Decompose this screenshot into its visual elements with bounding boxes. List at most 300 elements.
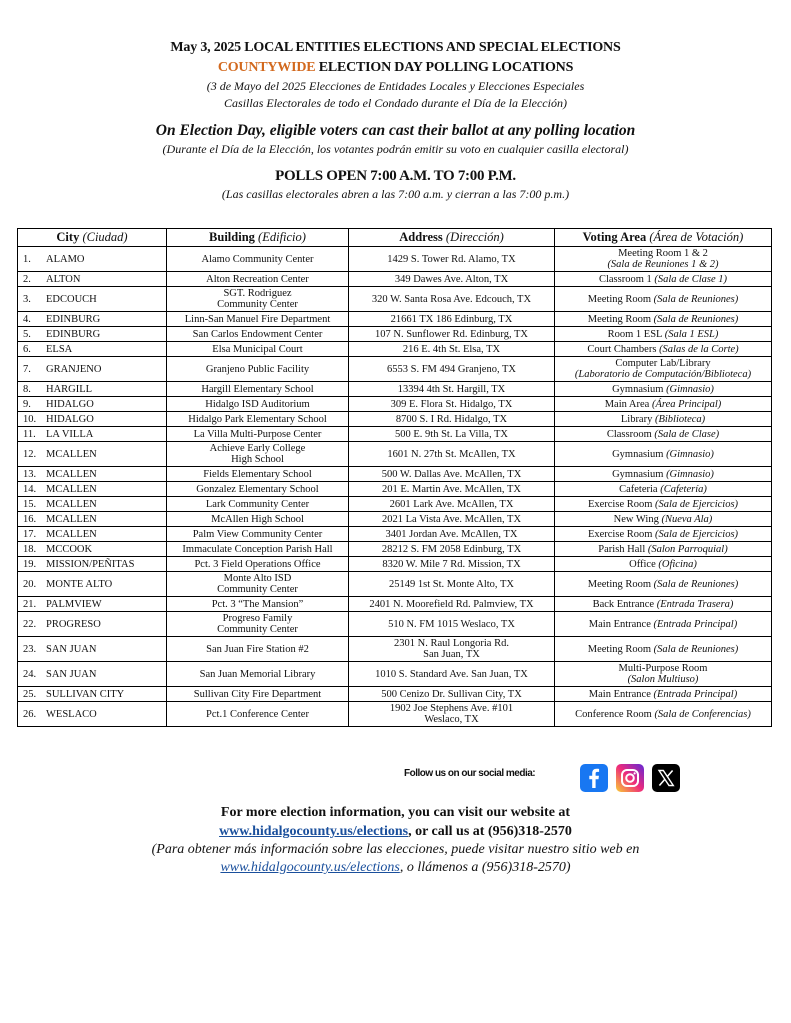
voting-area: Back Entrance	[592, 598, 655, 610]
city-name: PALMVIEW	[46, 598, 102, 610]
cell-city	[18, 512, 167, 527]
cell-city	[18, 557, 167, 572]
table-row	[18, 527, 772, 542]
spanish-title-line-2: Casillas Electorales de todo el Condado durante el Día de la Elección)	[224, 96, 567, 110]
row-number: 8.	[23, 383, 31, 395]
cell-address	[349, 467, 555, 482]
address-text: 8700 S. I Rd. Hidalgo, TX	[395, 413, 508, 425]
cell-city	[18, 572, 167, 597]
voting-area-spanish: (Biblioteca)	[654, 413, 706, 425]
voting-area: Room 1 ESL	[607, 328, 663, 340]
voting-area: Exercise Room	[587, 498, 653, 510]
cell-building	[167, 637, 349, 662]
cell-building	[167, 327, 349, 342]
row-number: 11.	[23, 428, 36, 440]
cell-voting-area	[555, 637, 772, 662]
cell-building	[167, 597, 349, 612]
building-name: Palm View Community Center	[192, 528, 323, 540]
row-number: 10.	[23, 413, 37, 425]
voting-area: Cafeteria	[619, 483, 658, 495]
spanish-title-line-1: (3 de Mayo del 2025 Elecciones de Entidades Locales y Elecciones Especiales	[206, 79, 585, 93]
row-number: 2.	[23, 273, 31, 285]
voting-area: Meeting Room	[587, 293, 652, 305]
cell-voting-area	[555, 427, 772, 442]
city-name: ALTON	[46, 273, 81, 285]
cell-city	[18, 637, 167, 662]
address-text: 25149 1st St. Monte Alto, TX	[389, 578, 514, 590]
row-number: 23.	[23, 643, 37, 655]
address-text: 309 E. Flora St. Hidalgo, TX	[390, 398, 513, 410]
cell-address	[349, 612, 555, 637]
voting-area: Classroom 1	[598, 273, 652, 285]
building-name-line-2: High School	[231, 454, 284, 465]
row-number: 1.	[23, 253, 31, 265]
cell-address	[349, 382, 555, 397]
table-row	[18, 557, 772, 572]
building-name: McAllen High School	[211, 513, 304, 525]
cell-city	[18, 467, 167, 482]
phone-text-spanish: , o llámenos a (956)318-2570)	[399, 860, 571, 875]
table-row	[18, 247, 772, 272]
cell-voting-area	[555, 342, 772, 357]
voting-area-spanish: (Sala de Reuniones)	[653, 313, 739, 325]
address-text: 2401 N. Moorefield Rd. Palmview, TX	[369, 598, 534, 610]
address-text: 3401 Jordan Ave. McAllen, TX	[385, 528, 518, 540]
voting-area-spanish: (Sala de Clase 1)	[654, 273, 728, 285]
table-row	[18, 342, 772, 357]
cell-voting-area	[555, 687, 772, 702]
city-name: MCALLEN	[46, 528, 97, 540]
cell-building	[167, 482, 349, 497]
building-name: San Carlos Endowment Center	[192, 328, 323, 340]
table-row	[18, 412, 772, 427]
cell-address	[349, 557, 555, 572]
row-number: 14.	[23, 483, 37, 495]
row-number: 18.	[23, 543, 37, 555]
cell-voting-area	[555, 702, 772, 727]
page-subtitle	[0, 58, 791, 78]
cell-voting-area	[555, 287, 772, 312]
page-title: May 3, 2025 LOCAL ENTITIES ELECTIONS AND SPECIAL ELECTIONS	[170, 40, 621, 55]
x-icon[interactable]	[652, 764, 680, 792]
table-row	[18, 467, 772, 482]
cell-voting-area	[555, 482, 772, 497]
cell-city	[18, 442, 167, 467]
header-city: City (Ciudad)	[18, 229, 167, 247]
row-number: 4.	[23, 313, 31, 325]
voting-area-spanish: (Sala de Reuniones)	[653, 293, 739, 305]
city-name: WESLACO	[46, 708, 97, 720]
address-text: 28212 S. FM 2058 Edinburg, TX	[381, 543, 522, 555]
row-number: 20.	[23, 578, 37, 590]
cell-building	[167, 662, 349, 687]
table-row	[18, 382, 772, 397]
cell-city	[18, 482, 167, 497]
row-number: 12.	[23, 448, 37, 460]
header-building: Building (Edificio)	[167, 229, 349, 247]
row-number: 17.	[23, 528, 37, 540]
city-name: MISSION/PEÑITAS	[46, 558, 135, 570]
header-voting-area: Voting Area (Área de Votación)	[555, 229, 772, 247]
cell-building	[167, 272, 349, 287]
address-text: 500 W. Dallas Ave. McAllen, TX	[381, 468, 522, 480]
election-day-notice: On Election Day, eligible voters can cast their ballot at any polling location	[155, 122, 636, 139]
table-row	[18, 687, 772, 702]
voting-area: Multi-Purpose Room	[618, 663, 708, 674]
building-name: Immaculate Conception Parish Hall	[182, 543, 333, 555]
voting-area: Office	[629, 558, 656, 570]
cell-building	[167, 442, 349, 467]
city-name: HARGILL	[46, 383, 93, 395]
row-number: 7.	[23, 363, 31, 375]
cell-building	[167, 557, 349, 572]
voting-area-spanish: (Laboratorio de Computación/Biblioteca)	[574, 369, 752, 380]
voting-area: Meeting Room	[587, 578, 652, 590]
table-body	[18, 247, 772, 727]
voting-area: Computer Lab/Library	[615, 358, 711, 369]
row-number: 19.	[23, 558, 37, 570]
address-text: 320 W. Santa Rosa Ave. Edcouch, TX	[371, 293, 532, 305]
cell-address	[349, 687, 555, 702]
cell-address	[349, 512, 555, 527]
voting-area-spanish: (Gimnasio)	[666, 448, 714, 460]
table-row	[18, 397, 772, 412]
cell-address	[349, 287, 555, 312]
cell-city	[18, 287, 167, 312]
voting-area-spanish: (Sala de Clase)	[654, 428, 720, 440]
voting-area-spanish: (Entrada Principal)	[653, 618, 738, 630]
address-text: 8320 W. Mile 7 Rd. Mission, TX	[382, 558, 521, 570]
row-number: 13.	[23, 468, 37, 480]
contact-footer	[0, 803, 791, 877]
row-number: 22.	[23, 618, 37, 630]
cell-voting-area	[555, 662, 772, 687]
cell-building	[167, 572, 349, 597]
cell-voting-area	[555, 312, 772, 327]
cell-address	[349, 702, 555, 727]
building-name: Monte Alto ISD	[223, 573, 292, 584]
city-name: MCALLEN	[46, 448, 97, 460]
city-name: EDINBURG	[46, 313, 101, 325]
city-name: HIDALGO	[46, 398, 94, 410]
cell-voting-area	[555, 527, 772, 542]
building-name: Achieve Early College	[209, 443, 306, 454]
voting-area-spanish: (Nueva Ala)	[661, 513, 713, 525]
city-name: SULLIVAN CITY	[46, 688, 125, 700]
address-text: 2301 N. Raul Longoria Rd.	[394, 638, 509, 649]
website-link[interactable]: www.hidalgocounty.us/elections	[219, 824, 409, 839]
cell-city	[18, 612, 167, 637]
cell-address	[349, 482, 555, 497]
cell-address	[349, 327, 555, 342]
voting-area: New Wing	[613, 513, 659, 525]
cell-city	[18, 357, 167, 382]
voting-area: Gymnasium	[612, 383, 664, 395]
row-number: 5.	[23, 328, 31, 340]
address-text: 349 Dawes Ave. Alton, TX	[394, 273, 509, 285]
cell-address	[349, 542, 555, 557]
table-row	[18, 427, 772, 442]
building-name: Pct. 3 “The Mansion”	[211, 598, 304, 610]
building-name-line-2: Community Center	[217, 299, 298, 310]
cell-building	[167, 247, 349, 272]
cell-address	[349, 312, 555, 327]
cell-building	[167, 527, 349, 542]
cell-building	[167, 687, 349, 702]
table-row	[18, 612, 772, 637]
voting-area-spanish: (Entrada Trasera)	[656, 598, 734, 610]
city-name: ELSA	[46, 343, 73, 355]
address-text: 107 N. Sunflower Rd. Edinburg, TX	[374, 328, 529, 340]
table-row	[18, 662, 772, 687]
building-name: Hargill Elementary School	[201, 383, 314, 395]
city-name: MCALLEN	[46, 483, 97, 495]
building-name: Progreso Family	[222, 613, 293, 624]
address-text: 1601 N. 27th St. McAllen, TX	[387, 448, 516, 460]
city-name: HIDALGO	[46, 413, 94, 425]
city-name: EDCOUCH	[46, 293, 97, 305]
voting-area: Meeting Room	[587, 313, 652, 325]
voting-area-spanish: (Sala de Reuniones)	[653, 643, 739, 655]
row-number: 9.	[23, 398, 31, 410]
address-text: 1429 S. Tower Rd. Alamo, TX	[387, 253, 516, 265]
cell-voting-area	[555, 557, 772, 572]
city-name: MONTE ALTO	[46, 578, 113, 590]
cell-voting-area	[555, 612, 772, 637]
footer-spanish-line-2	[0, 859, 791, 877]
table-header-row	[18, 229, 772, 247]
table-row	[18, 442, 772, 467]
table-row	[18, 327, 772, 342]
row-number: 25.	[23, 688, 37, 700]
table-row	[18, 357, 772, 382]
subtitle-rest: ELECTION DAY POLLING LOCATIONS	[315, 60, 574, 75]
voting-area-spanish: (Gimnasio)	[666, 468, 714, 480]
cell-voting-area	[555, 497, 772, 512]
table-row	[18, 497, 772, 512]
voting-area-spanish: (Sala de Reuniones 1 & 2)	[607, 259, 719, 270]
document-header	[0, 38, 791, 202]
voting-area: Parish Hall	[598, 543, 646, 555]
cell-voting-area	[555, 442, 772, 467]
city-name: MCALLEN	[46, 498, 97, 510]
voting-area-spanish: (Oficina)	[658, 558, 697, 570]
address-text: 6553 S. FM 494 Granjeno, TX	[386, 363, 516, 375]
cell-building	[167, 412, 349, 427]
cell-voting-area	[555, 572, 772, 597]
city-name: LA VILLA	[46, 428, 94, 440]
voting-area-spanish: (Entrada Principal)	[653, 688, 738, 700]
table-row	[18, 482, 772, 497]
building-name-line-2: Community Center	[217, 584, 298, 595]
cell-building	[167, 382, 349, 397]
cell-address	[349, 272, 555, 287]
social-media-label: Follow us on our social media:	[404, 768, 536, 779]
table-row	[18, 702, 772, 727]
phone-text: , or call us at (956)318-2570	[408, 824, 572, 839]
voting-area: Exercise Room	[587, 528, 653, 540]
election-day-notice-spanish: (Durante el Día de la Elección, los votantes podrán emitir su voto en cualquier casilla electoral)	[162, 142, 629, 156]
city-name: MCALLEN	[46, 513, 97, 525]
cell-city	[18, 272, 167, 287]
building-name: Granjeno Public Facility	[205, 363, 310, 375]
cell-city	[18, 312, 167, 327]
footer-line-2	[0, 822, 791, 841]
voting-area: Main Entrance	[588, 618, 651, 630]
voting-area-spanish: (Gimnasio)	[666, 383, 714, 395]
voting-area-spanish: (Área Principal)	[651, 398, 722, 410]
building-name: Hidalgo Park Elementary School	[188, 413, 327, 425]
cell-city	[18, 382, 167, 397]
table-row	[18, 542, 772, 557]
address-text: 21661 TX 186 Edinburg, TX	[390, 313, 513, 325]
building-name: Fields Elementary School	[203, 468, 312, 480]
row-number: 15.	[23, 498, 37, 510]
cell-city	[18, 247, 167, 272]
cell-address	[349, 572, 555, 597]
building-name: Elsa Municipal Court	[212, 343, 303, 355]
cell-voting-area	[555, 467, 772, 482]
address-text: 2021 La Vista Ave. McAllen, TX	[381, 513, 522, 525]
city-name: SAN JUAN	[46, 668, 97, 680]
city-name: GRANJENO	[46, 363, 102, 375]
table-row	[18, 572, 772, 597]
cell-building	[167, 512, 349, 527]
cell-city	[18, 527, 167, 542]
cell-address	[349, 497, 555, 512]
countywide-label: COUNTYWIDE	[217, 60, 316, 75]
cell-building	[167, 612, 349, 637]
cell-city	[18, 662, 167, 687]
cell-city	[18, 397, 167, 412]
cell-city	[18, 342, 167, 357]
cell-building	[167, 542, 349, 557]
building-name: Pct.1 Conference Center	[206, 708, 309, 720]
row-number: 6.	[23, 343, 31, 355]
voting-area-spanish: (Sala de Conferencias)	[654, 708, 751, 720]
cell-address	[349, 637, 555, 662]
address-text: 1902 Joe Stephens Ave. #101	[389, 703, 514, 714]
cell-address	[349, 247, 555, 272]
cell-voting-area	[555, 247, 772, 272]
row-number: 21.	[23, 598, 37, 610]
cell-building	[167, 287, 349, 312]
instagram-icon[interactable]	[616, 764, 644, 792]
city-name: MCCOOK	[46, 543, 93, 555]
cell-voting-area	[555, 542, 772, 557]
cell-voting-area	[555, 382, 772, 397]
table-row	[18, 637, 772, 662]
building-name: San Juan Fire Station #2	[206, 643, 309, 655]
cell-address	[349, 442, 555, 467]
voting-area-spanish: (Salon Multiuso)	[627, 674, 699, 685]
cell-city	[18, 412, 167, 427]
voting-area-spanish: (Sala 1 ESL)	[664, 328, 719, 340]
cell-voting-area	[555, 357, 772, 382]
cell-voting-area	[555, 272, 772, 287]
building-name: Hidalgo ISD Auditorium	[205, 398, 310, 410]
cell-voting-area	[555, 512, 772, 527]
cell-address	[349, 597, 555, 612]
header-address: Address (Dirección)	[349, 229, 555, 247]
address-text: 2601 Lark Ave. McAllen, TX	[389, 498, 514, 510]
building-name: San Juan Memorial Library	[199, 668, 316, 680]
building-name-line-2: Community Center	[217, 624, 298, 635]
facebook-icon[interactable]	[580, 764, 608, 792]
address-text: 216 E. 4th St. Elsa, TX	[402, 343, 501, 355]
cell-building	[167, 497, 349, 512]
address-text-line-2: Weslaco, TX	[424, 714, 479, 725]
row-number: 3.	[23, 293, 31, 305]
cell-address	[349, 527, 555, 542]
row-number: 24.	[23, 668, 37, 680]
social-media-bar	[404, 763, 704, 797]
table-row	[18, 597, 772, 612]
voting-area: Conference Room	[575, 708, 652, 720]
voting-area: Meeting Room	[587, 643, 652, 655]
cell-building	[167, 342, 349, 357]
polling-hours: POLLS OPEN 7:00 A.M. TO 7:00 P.M.	[275, 168, 516, 184]
cell-voting-area	[555, 597, 772, 612]
address-text: 500 Cenizo Dr. Sullivan City, TX	[381, 688, 522, 700]
footer-line-1: For more election information, you can visit our website at	[220, 805, 571, 820]
cell-city	[18, 702, 167, 727]
address-text: 1010 S. Standard Ave. San Juan, TX	[375, 668, 528, 680]
city-name: MCALLEN	[46, 468, 97, 480]
city-name: ALAMO	[46, 253, 85, 265]
cell-address	[349, 427, 555, 442]
voting-area: Court Chambers	[587, 343, 657, 355]
voting-area: Library	[620, 413, 653, 425]
building-name: Alamo Community Center	[201, 253, 314, 265]
polling-locations-table	[17, 228, 772, 727]
building-name: SGT. Rodriguez	[223, 288, 292, 299]
cell-address	[349, 357, 555, 382]
cell-city	[18, 542, 167, 557]
building-name: Alton Recreation Center	[206, 273, 309, 285]
cell-address	[349, 342, 555, 357]
building-name: Lark Community Center	[205, 498, 310, 510]
cell-building	[167, 397, 349, 412]
voting-area: Classroom	[606, 428, 652, 440]
table-row	[18, 512, 772, 527]
cell-building	[167, 702, 349, 727]
table-row	[18, 272, 772, 287]
polling-hours-spanish: (Las casillas electorales abren a las 7:00 a.m. y cierran a las 7:00 p.m.)	[221, 187, 570, 201]
building-name: Linn-San Manuel Fire Department	[184, 313, 331, 325]
cell-voting-area	[555, 412, 772, 427]
voting-area-spanish: (Sala de Reuniones)	[653, 578, 739, 590]
address-text: 13394 4th St. Hargill, TX	[397, 383, 506, 395]
website-link-spanish[interactable]: www.hidalgocounty.us/elections	[220, 860, 400, 875]
cell-voting-area	[555, 397, 772, 412]
building-name: Gonzalez Elementary School	[196, 483, 319, 495]
building-name: Pct. 3 Field Operations Office	[194, 558, 321, 570]
row-number: 16.	[23, 513, 37, 525]
cell-city	[18, 327, 167, 342]
cell-city	[18, 497, 167, 512]
table-row	[18, 312, 772, 327]
cell-building	[167, 312, 349, 327]
cell-city	[18, 427, 167, 442]
city-name: SAN JUAN	[46, 643, 97, 655]
address-text-line-2: San Juan, TX	[423, 649, 480, 660]
voting-area-spanish: (Sala de Ejercicios)	[655, 528, 739, 540]
cell-address	[349, 397, 555, 412]
cell-address	[349, 412, 555, 427]
voting-area-spanish: (Sala de Ejercicios)	[655, 498, 739, 510]
building-name: Sullivan City Fire Department	[193, 688, 322, 700]
